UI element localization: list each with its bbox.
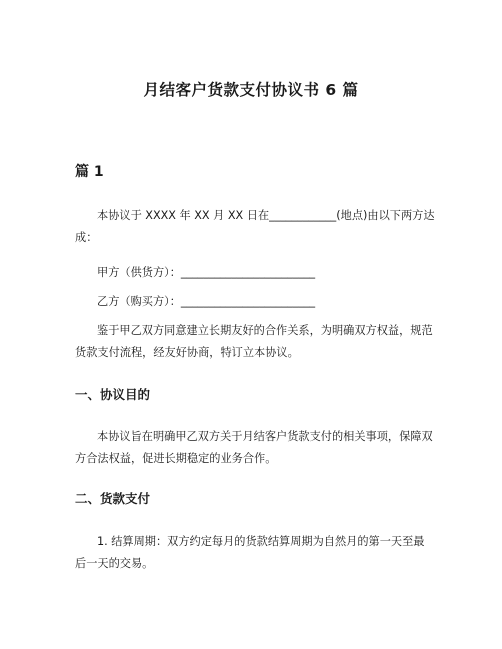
- preamble-paragraph: 鉴于甲乙双方同意建立长期友好的合作关系，为明确双方权益，规范货款支付流程，经友好协商，特订立本协议。: [75, 324, 433, 359]
- article2-heading: 二、货款支付: [75, 491, 151, 506]
- intro-paragraph: 本协议于 XXXX 年 XX 月 XX 日在____________(地点)由以下两方达成：: [75, 209, 435, 244]
- party-b-line: 乙方（购买方）：________________________: [97, 295, 316, 308]
- party-a-line: 甲方（供货方）：________________________: [97, 266, 316, 279]
- article2-item1: 1. 结算周期：双方约定每月的货款结算周期为自然月的第一天至最后一天的交易。: [75, 535, 425, 570]
- section-heading: 篇 1: [75, 164, 104, 180]
- article1-body: 本协议旨在明确甲乙双方关于月结客户货款支付的相关事项，保障双方合法权益，促进长期稳定的业务合作。: [75, 430, 433, 465]
- article1-heading: 一、协议目的: [75, 387, 151, 402]
- document-title: 月结客户货款支付协议书 6 篇: [143, 81, 359, 99]
